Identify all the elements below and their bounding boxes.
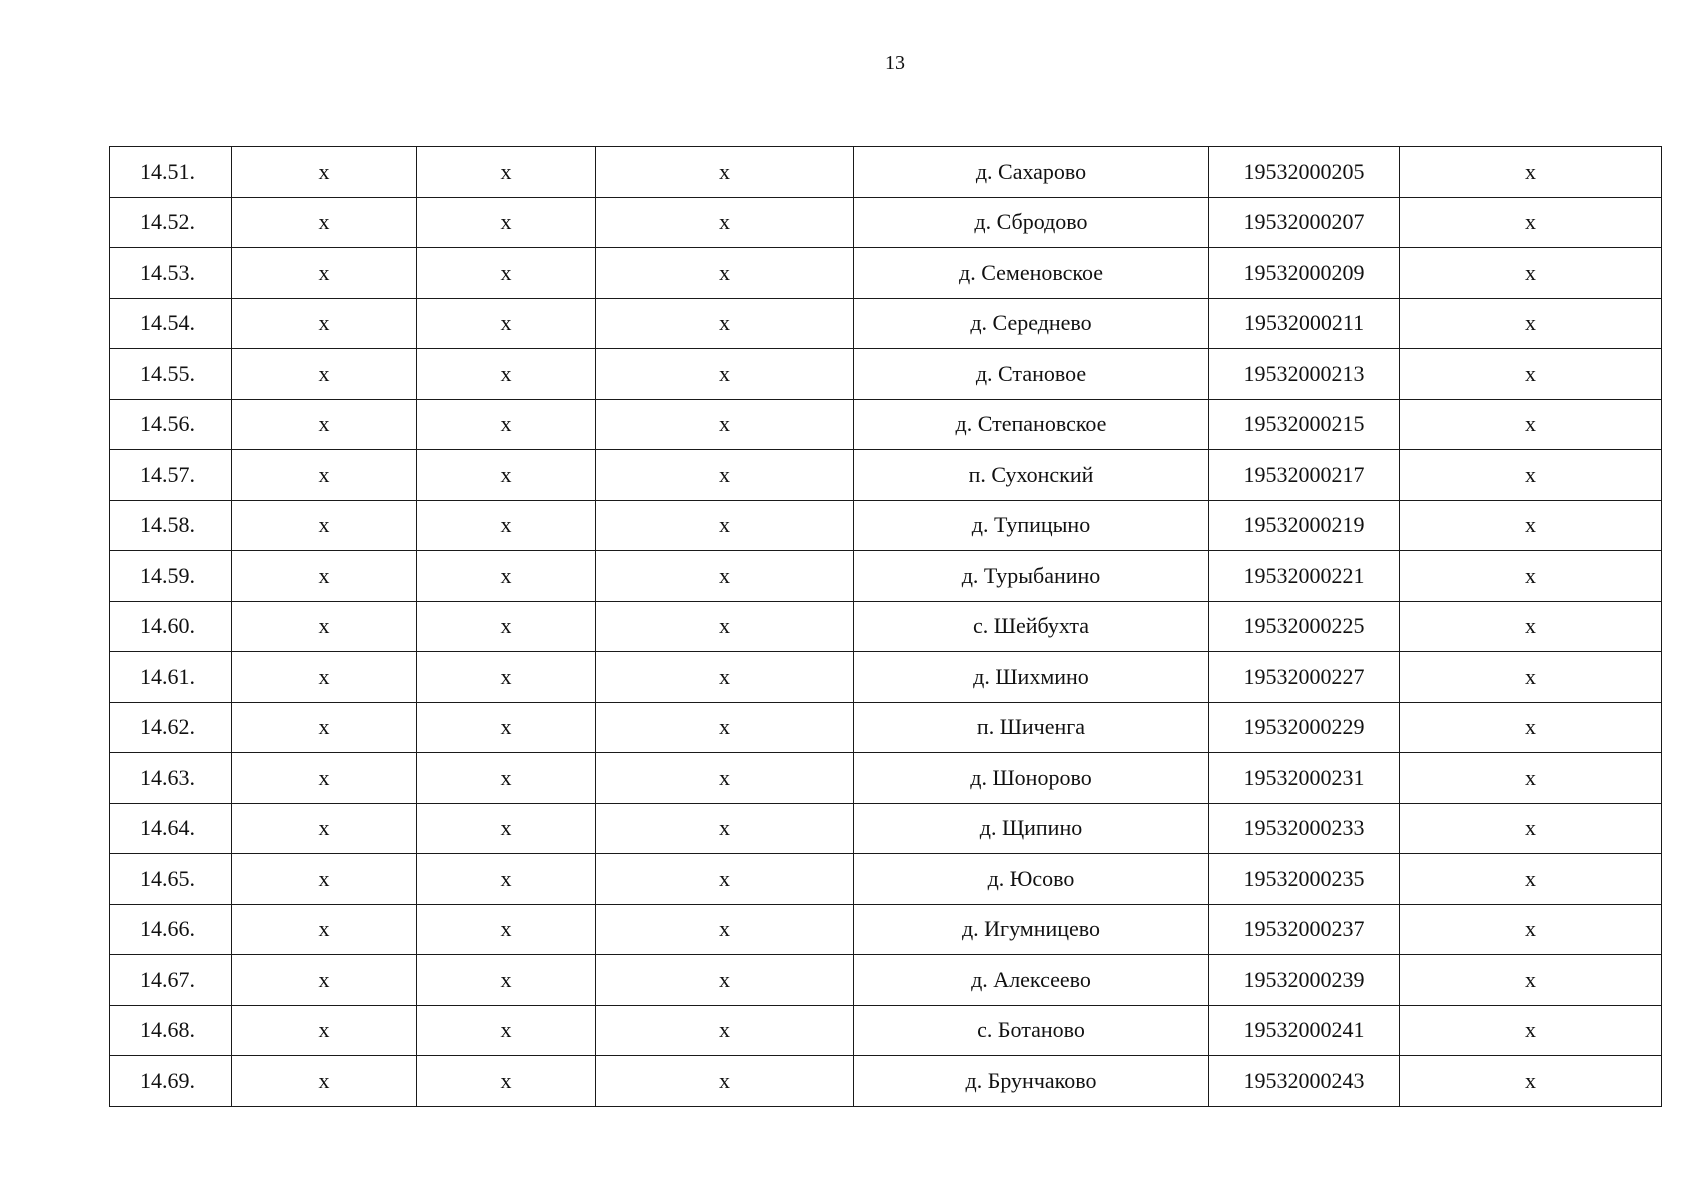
column-7-cell: x bbox=[1400, 197, 1662, 248]
table-row bbox=[110, 955, 1662, 1006]
table-row bbox=[110, 551, 1662, 602]
settlement-name-cell: с. Шейбухта bbox=[854, 601, 1209, 652]
column-7-cell: x bbox=[1400, 803, 1662, 854]
settlements-table bbox=[109, 146, 1662, 1107]
row-number-cell: 14.59. bbox=[110, 551, 232, 602]
table-row bbox=[110, 652, 1662, 703]
row-number-cell: 14.53. bbox=[110, 248, 232, 299]
table-row bbox=[110, 601, 1662, 652]
oktmo-code-cell: 19532000239 bbox=[1209, 955, 1400, 1006]
row-number-cell: 14.55. bbox=[110, 349, 232, 400]
column-7-cell: x bbox=[1400, 753, 1662, 804]
column-4-cell: x bbox=[596, 601, 854, 652]
oktmo-code-cell: 19532000243 bbox=[1209, 1056, 1400, 1107]
oktmo-code-cell: 19532000211 bbox=[1209, 298, 1400, 349]
oktmo-code-cell: 19532000231 bbox=[1209, 753, 1400, 804]
row-number-cell: 14.63. bbox=[110, 753, 232, 804]
row-number-cell: 14.61. bbox=[110, 652, 232, 703]
column-3-cell: x bbox=[417, 854, 596, 905]
column-2-cell: x bbox=[232, 803, 417, 854]
column-7-cell: x bbox=[1400, 1005, 1662, 1056]
settlement-name-cell: п. Шиченга bbox=[854, 702, 1209, 753]
settlement-name-cell: д. Брунчаково bbox=[854, 1056, 1209, 1107]
settlement-name-cell: п. Сухонский bbox=[854, 450, 1209, 501]
table-row bbox=[110, 399, 1662, 450]
table-row bbox=[110, 854, 1662, 905]
column-3-cell: x bbox=[417, 298, 596, 349]
row-number-cell: 14.68. bbox=[110, 1005, 232, 1056]
settlement-name-cell: д. Становое bbox=[854, 349, 1209, 400]
column-3-cell: x bbox=[417, 500, 596, 551]
column-7-cell: x bbox=[1400, 904, 1662, 955]
page-number: 13 bbox=[885, 52, 905, 74]
column-3-cell: x bbox=[417, 904, 596, 955]
row-number-cell: 14.64. bbox=[110, 803, 232, 854]
settlement-name-cell: д. Шонорово bbox=[854, 753, 1209, 804]
column-2-cell: x bbox=[232, 854, 417, 905]
column-3-cell: x bbox=[417, 399, 596, 450]
column-4-cell: x bbox=[596, 652, 854, 703]
table-row bbox=[110, 803, 1662, 854]
oktmo-code-cell: 19532000205 bbox=[1209, 147, 1400, 198]
oktmo-code-cell: 19532000227 bbox=[1209, 652, 1400, 703]
column-2-cell: x bbox=[232, 753, 417, 804]
column-7-cell: x bbox=[1400, 399, 1662, 450]
column-7-cell: x bbox=[1400, 652, 1662, 703]
settlement-name-cell: д. Алексеево bbox=[854, 955, 1209, 1006]
column-2-cell: x bbox=[232, 298, 417, 349]
column-4-cell: x bbox=[596, 349, 854, 400]
column-3-cell: x bbox=[417, 551, 596, 602]
column-7-cell: x bbox=[1400, 601, 1662, 652]
oktmo-code-cell: 19532000235 bbox=[1209, 854, 1400, 905]
column-3-cell: x bbox=[417, 702, 596, 753]
column-2-cell: x bbox=[232, 1005, 417, 1056]
column-4-cell: x bbox=[596, 854, 854, 905]
column-7-cell: x bbox=[1400, 1056, 1662, 1107]
oktmo-code-cell: 19532000219 bbox=[1209, 500, 1400, 551]
column-3-cell: x bbox=[417, 1056, 596, 1107]
column-7-cell: x bbox=[1400, 955, 1662, 1006]
row-number-cell: 14.67. bbox=[110, 955, 232, 1006]
column-3-cell: x bbox=[417, 147, 596, 198]
column-4-cell: x bbox=[596, 753, 854, 804]
column-4-cell: x bbox=[596, 450, 854, 501]
table-row bbox=[110, 702, 1662, 753]
settlement-name-cell: д. Турыбанино bbox=[854, 551, 1209, 602]
column-2-cell: x bbox=[232, 551, 417, 602]
column-2-cell: x bbox=[232, 904, 417, 955]
row-number-cell: 14.51. bbox=[110, 147, 232, 198]
column-4-cell: x bbox=[596, 399, 854, 450]
column-4-cell: x bbox=[596, 1056, 854, 1107]
column-7-cell: x bbox=[1400, 702, 1662, 753]
column-4-cell: x bbox=[596, 1005, 854, 1056]
column-2-cell: x bbox=[232, 1056, 417, 1107]
settlement-name-cell: д. Тупицыно bbox=[854, 500, 1209, 551]
column-7-cell: x bbox=[1400, 298, 1662, 349]
column-2-cell: x bbox=[232, 601, 417, 652]
column-7-cell: x bbox=[1400, 147, 1662, 198]
column-3-cell: x bbox=[417, 1005, 596, 1056]
oktmo-code-cell: 19532000213 bbox=[1209, 349, 1400, 400]
settlement-name-cell: с. Ботаново bbox=[854, 1005, 1209, 1056]
column-4-cell: x bbox=[596, 551, 854, 602]
column-2-cell: x bbox=[232, 399, 417, 450]
table-row bbox=[110, 147, 1662, 198]
settlement-name-cell: д. Семеновское bbox=[854, 248, 1209, 299]
table-row bbox=[110, 1005, 1662, 1056]
oktmo-code-cell: 19532000215 bbox=[1209, 399, 1400, 450]
oktmo-code-cell: 19532000241 bbox=[1209, 1005, 1400, 1056]
column-3-cell: x bbox=[417, 450, 596, 501]
column-4-cell: x bbox=[596, 904, 854, 955]
column-3-cell: x bbox=[417, 248, 596, 299]
column-7-cell: x bbox=[1400, 248, 1662, 299]
settlement-name-cell: д. Игумницево bbox=[854, 904, 1209, 955]
column-7-cell: x bbox=[1400, 500, 1662, 551]
oktmo-code-cell: 19532000225 bbox=[1209, 601, 1400, 652]
column-2-cell: x bbox=[232, 500, 417, 551]
column-3-cell: x bbox=[417, 349, 596, 400]
settlement-name-cell: д. Середнево bbox=[854, 298, 1209, 349]
table-row bbox=[110, 753, 1662, 804]
column-3-cell: x bbox=[417, 955, 596, 1006]
column-3-cell: x bbox=[417, 753, 596, 804]
row-number-cell: 14.52. bbox=[110, 197, 232, 248]
table-body bbox=[110, 147, 1662, 1107]
settlement-name-cell: д. Юсово bbox=[854, 854, 1209, 905]
row-number-cell: 14.62. bbox=[110, 702, 232, 753]
column-4-cell: x bbox=[596, 803, 854, 854]
column-2-cell: x bbox=[232, 248, 417, 299]
oktmo-code-cell: 19532000229 bbox=[1209, 702, 1400, 753]
column-7-cell: x bbox=[1400, 349, 1662, 400]
settlement-name-cell: д. Шихмино bbox=[854, 652, 1209, 703]
column-7-cell: x bbox=[1400, 551, 1662, 602]
row-number-cell: 14.69. bbox=[110, 1056, 232, 1107]
table-row bbox=[110, 1056, 1662, 1107]
column-2-cell: x bbox=[232, 702, 417, 753]
column-4-cell: x bbox=[596, 298, 854, 349]
column-3-cell: x bbox=[417, 803, 596, 854]
table-row bbox=[110, 450, 1662, 501]
column-4-cell: x bbox=[596, 248, 854, 299]
table-row bbox=[110, 248, 1662, 299]
column-2-cell: x bbox=[232, 955, 417, 1006]
oktmo-code-cell: 19532000233 bbox=[1209, 803, 1400, 854]
table-row bbox=[110, 197, 1662, 248]
column-7-cell: x bbox=[1400, 450, 1662, 501]
column-4-cell: x bbox=[596, 147, 854, 198]
settlement-name-cell: д. Сбродово bbox=[854, 197, 1209, 248]
row-number-cell: 14.60. bbox=[110, 601, 232, 652]
settlement-name-cell: д. Степановское bbox=[854, 399, 1209, 450]
row-number-cell: 14.58. bbox=[110, 500, 232, 551]
oktmo-code-cell: 19532000221 bbox=[1209, 551, 1400, 602]
table-row bbox=[110, 904, 1662, 955]
column-3-cell: x bbox=[417, 652, 596, 703]
column-2-cell: x bbox=[232, 652, 417, 703]
column-3-cell: x bbox=[417, 601, 596, 652]
table-row bbox=[110, 349, 1662, 400]
row-number-cell: 14.54. bbox=[110, 298, 232, 349]
table-row bbox=[110, 500, 1662, 551]
row-number-cell: 14.66. bbox=[110, 904, 232, 955]
settlement-name-cell: д. Сахарово bbox=[854, 147, 1209, 198]
oktmo-code-cell: 19532000237 bbox=[1209, 904, 1400, 955]
column-4-cell: x bbox=[596, 702, 854, 753]
column-4-cell: x bbox=[596, 197, 854, 248]
column-7-cell: x bbox=[1400, 854, 1662, 905]
oktmo-code-cell: 19532000209 bbox=[1209, 248, 1400, 299]
column-2-cell: x bbox=[232, 147, 417, 198]
row-number-cell: 14.65. bbox=[110, 854, 232, 905]
oktmo-code-cell: 19532000207 bbox=[1209, 197, 1400, 248]
column-2-cell: x bbox=[232, 349, 417, 400]
table-row bbox=[110, 298, 1662, 349]
oktmo-code-cell: 19532000217 bbox=[1209, 450, 1400, 501]
column-3-cell: x bbox=[417, 197, 596, 248]
settlement-name-cell: д. Щипино bbox=[854, 803, 1209, 854]
column-4-cell: x bbox=[596, 500, 854, 551]
row-number-cell: 14.56. bbox=[110, 399, 232, 450]
row-number-cell: 14.57. bbox=[110, 450, 232, 501]
column-2-cell: x bbox=[232, 450, 417, 501]
column-4-cell: x bbox=[596, 955, 854, 1006]
column-2-cell: x bbox=[232, 197, 417, 248]
